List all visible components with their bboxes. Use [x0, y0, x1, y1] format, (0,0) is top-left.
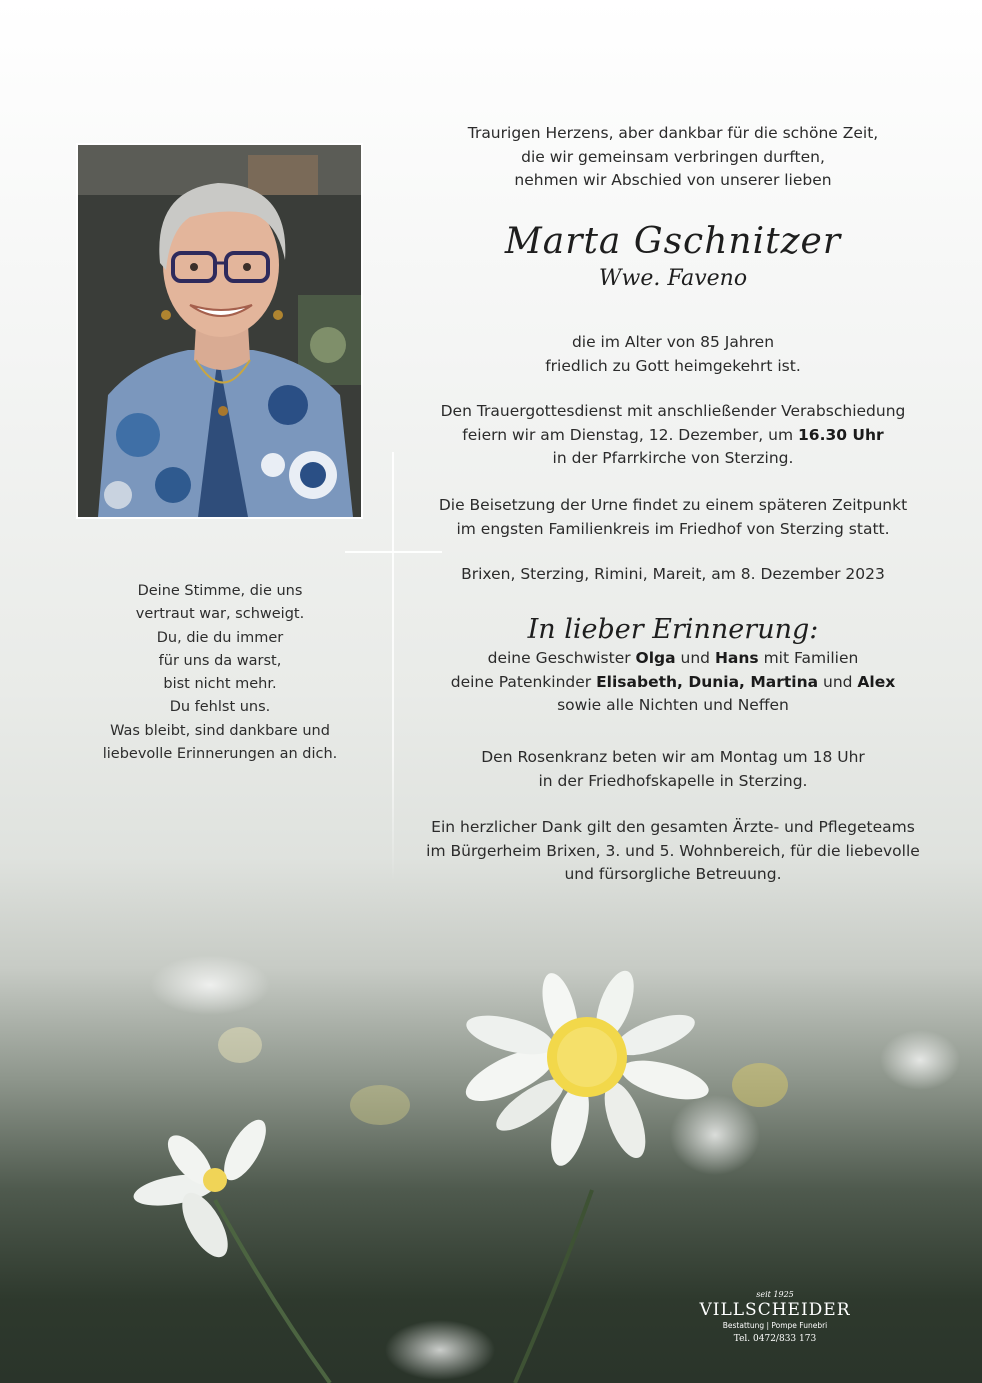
poem-line: vertraut war, schweigt.: [135, 606, 305, 623]
rosary-text: [425, 746, 921, 793]
godchild-name: Alex: [857, 672, 896, 691]
and-word: und: [675, 649, 715, 667]
service-time: 16.30 Uhr: [798, 425, 884, 444]
age-line: friedlich zu Gott heimgekehrt ist.: [545, 356, 801, 375]
logo-since: seit 1925: [756, 1290, 794, 1299]
poem-line: für uns da warst,: [158, 652, 282, 669]
thanks-text: [425, 816, 921, 887]
age-text: [425, 331, 921, 378]
service-text: [425, 400, 921, 471]
sibling-name: Hans: [714, 649, 759, 667]
godchildren-line: [425, 671, 921, 695]
poem-line: Du, die du immer: [156, 629, 284, 646]
service-date-text: feiern wir am Dienstag, 12. Dezember, um: [462, 425, 798, 444]
intro-line: die wir gemeinsam verbringen durften,: [521, 147, 825, 166]
remembrance-heading: In lieber Erinnerung:: [527, 614, 819, 645]
deceased-block: [425, 220, 921, 294]
intro-line: Traurigen Herzens, aber dankbar für die schöne Zeit,: [467, 124, 879, 142]
service-line-2: [425, 424, 921, 448]
poem-line: Was bleibt, sind dankbare und: [110, 722, 330, 739]
thanks-line: im Bürgerheim Brixen, 3. und 5. Wohnbereich, für die liebevolle: [426, 841, 920, 860]
deceased-name: Marta Gschnitzer: [504, 221, 842, 262]
siblings-line: [425, 647, 921, 671]
logo-tagline: Bestattung | Pompe Funebri: [722, 1321, 828, 1330]
age-line: die im Alter von 85 Jahren: [571, 333, 775, 351]
thanks-line: Ein herzlicher Dank gilt den gesamten Ärzte- und Pflegeteams: [431, 818, 915, 836]
place-date-block: [425, 563, 921, 587]
daisy-flower: [131, 1114, 274, 1265]
burial-line: Die Beisetzung der Urne findet zu einem späteren Zeitpunkt: [438, 496, 908, 514]
siblings-suffix: mit Familien: [758, 649, 859, 667]
thanks-line: und fürsorgliche Betreuung.: [564, 865, 782, 883]
remembrance-block: [425, 613, 921, 718]
poem-line: liebevolle Erinnerungen an dich.: [102, 746, 338, 763]
siblings-prefix: deine Geschwister: [487, 649, 636, 667]
married-name: Wwe. Faveno: [598, 266, 748, 291]
service-line-3: in der Pfarrkirche von Sterzing.: [552, 449, 794, 467]
poem-line: bist nicht mehr.: [163, 676, 277, 693]
portrait-illustration: [78, 145, 361, 517]
place-date: Brixen, Sterzing, Rimini, Mareit, am 8. Dezember 2023: [461, 565, 885, 583]
service-line-1: Den Trauergottesdienst mit anschließender Verabschiedung: [440, 402, 906, 420]
funeral-home-logo: [690, 1290, 860, 1347]
sibling-name: Olga: [635, 649, 676, 667]
and-word: und: [818, 672, 858, 691]
poem: [90, 580, 350, 766]
godchildren-names: Elisabeth, Dunia, Martina: [596, 672, 819, 691]
burial-line: im engsten Familienkreis im Friedhof von Sterzing statt.: [456, 519, 890, 538]
rosary-line: in der Friedhofskapelle in Sterzing.: [538, 771, 808, 790]
burial-text: [425, 494, 921, 541]
cross-vertical: [392, 452, 394, 882]
cross-horizontal: [345, 551, 442, 553]
poem-line: Deine Stimme, die uns: [137, 583, 303, 599]
logo-phone: Tel. 0472/833 173: [733, 1334, 817, 1344]
poem-line: Du fehlst uns.: [169, 699, 271, 716]
intro-text: [425, 122, 921, 193]
nieces-line: sowie alle Nichten und Neffen: [557, 696, 789, 714]
rosary-line: Den Rosenkranz beten wir am Montag um 18 Uhr: [481, 748, 865, 766]
intro-line: nehmen wir Abschied von unserer lieben: [514, 171, 832, 189]
logo-brand: VILLSCHEIDER: [699, 1300, 851, 1320]
portrait-photo: [76, 143, 363, 519]
godchildren-prefix: deine Patenkinder: [450, 672, 597, 691]
